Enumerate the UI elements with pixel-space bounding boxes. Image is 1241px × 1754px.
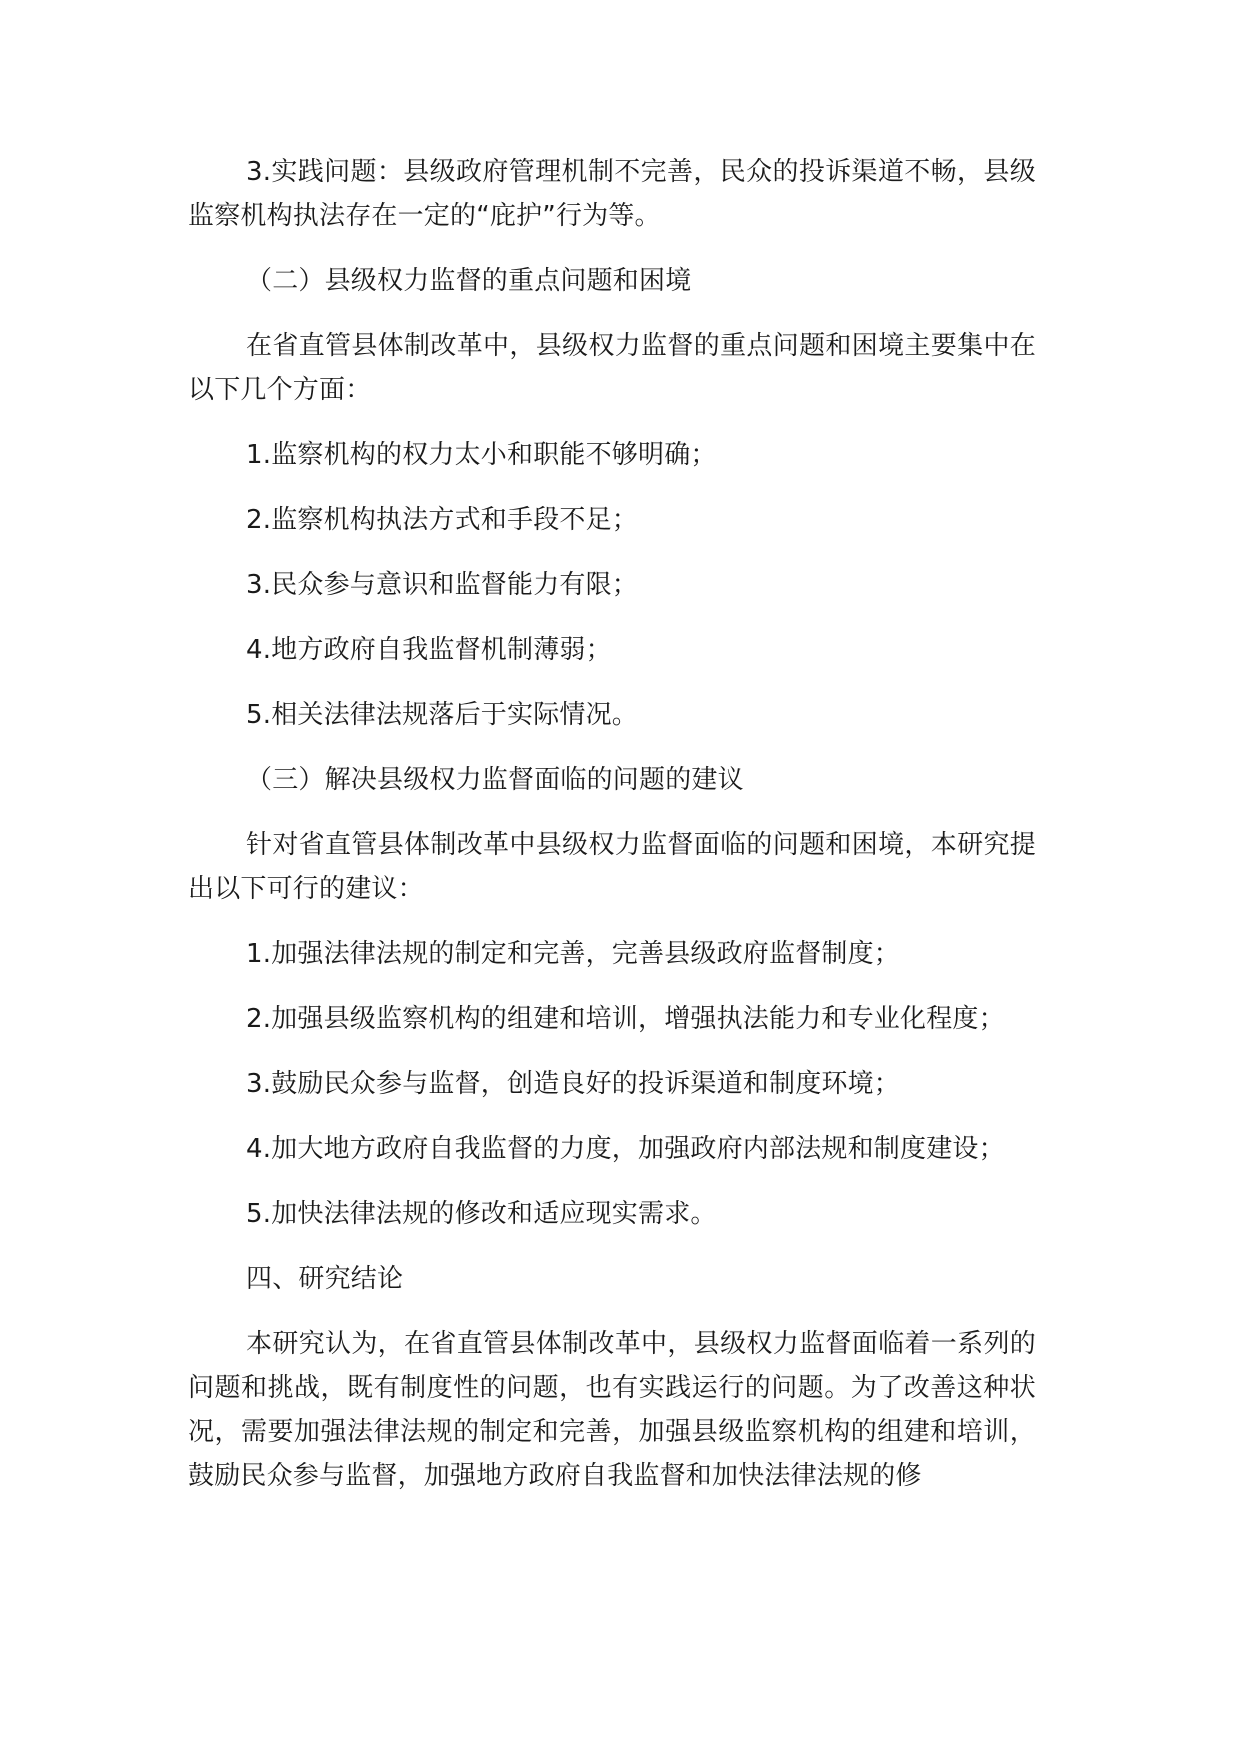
paragraph-practice-issues: 3.实践问题：县级政府管理机制不完善，民众的投诉渠道不畅，县级监察机构执法存在一定的“庇护”行为等。 <box>188 157 1036 231</box>
section-heading-key-issues: （二）县级权力监督的重点问题和困境 <box>246 266 692 296</box>
list-item-suggestion-5: 5.加快法律法规的修改和适应现实需求。 <box>246 1199 717 1229</box>
paragraph-suggestions-intro: 针对省直管县体制改革中县级权力监督面临的问题和困境，本研究提出以下可行的建议： <box>188 830 1036 904</box>
list-item-suggestion-1: 1.加强法律法规的制定和完善，完善县级政府监督制度； <box>246 939 901 969</box>
paragraph-conclusion: 本研究认为，在省直管县体制改革中，县级权力监督面临着一系列的问题和挑战，既有制度性的问题，也有实践运行的问题。为了改善这种状况，需要加强法律法规的制定和完善，加强县级监察机构的组建和培训，鼓励民众参与监督，加强地方政府自我监督和加快法律法规的修 <box>188 1329 1036 1491</box>
list-item-issue-3: 3.民众参与意识和监督能力有限； <box>246 570 639 600</box>
list-item-suggestion-2: 2.加强县级监察机构的组建和培训，增强执法能力和专业化程度； <box>246 1004 1005 1034</box>
list-item-issue-2: 2.监察机构执法方式和手段不足； <box>246 505 639 535</box>
list-item-issue-4: 4.地方政府自我监督机制薄弱； <box>246 635 612 665</box>
list-item-issue-5: 5.相关法律法规落后于实际情况。 <box>246 700 639 730</box>
list-item-suggestion-4: 4.加大地方政府自我监督的力度，加强政府内部法规和制度建设； <box>246 1134 1005 1164</box>
paragraph-key-issues-intro: 在省直管县体制改革中，县级权力监督的重点问题和困境主要集中在以下几个方面： <box>188 331 1036 405</box>
section-heading-suggestions: （三）解决县级权力监督面临的问题的建议 <box>246 765 744 795</box>
section-heading-conclusion: 四、研究结论 <box>246 1264 404 1294</box>
list-item-suggestion-3: 3.鼓励民众参与监督，创造良好的投诉渠道和制度环境； <box>246 1069 901 1099</box>
document-body <box>188 150 1036 1498</box>
list-item-issue-1: 1.监察机构的权力太小和职能不够明确； <box>246 440 717 470</box>
